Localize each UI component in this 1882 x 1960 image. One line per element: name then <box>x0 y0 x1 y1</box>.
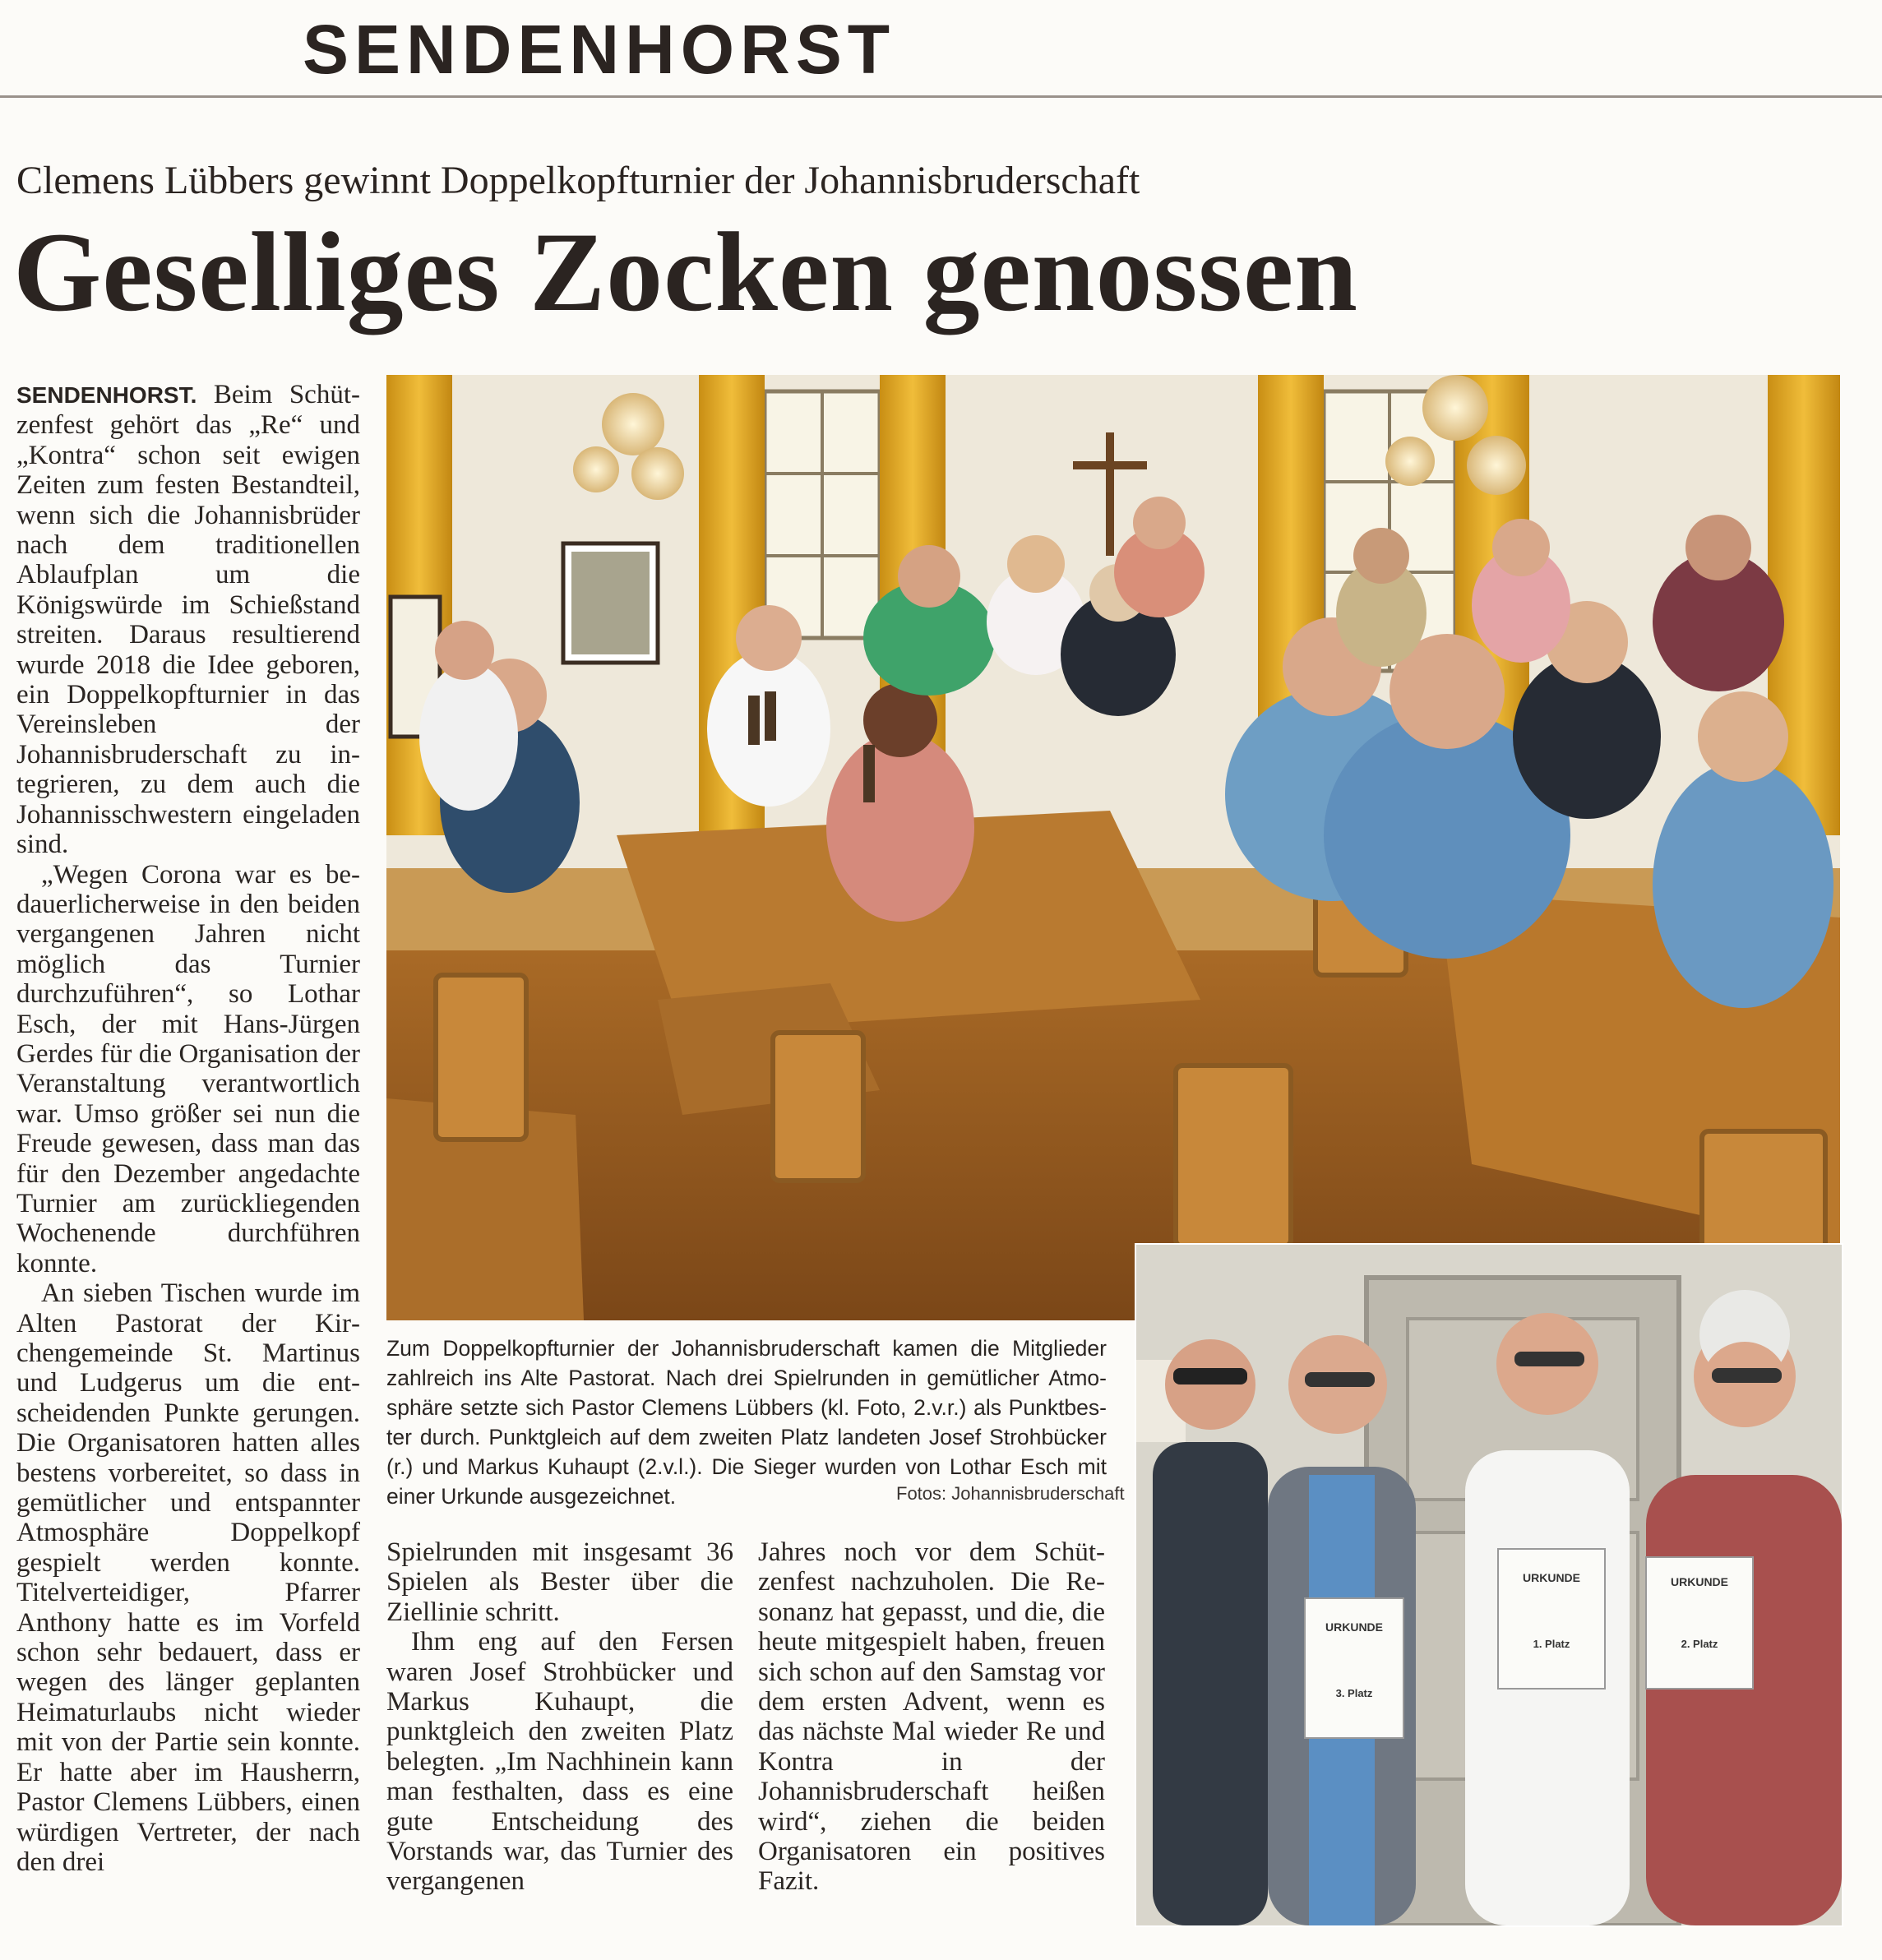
section-title: SENDENHORST <box>303 11 896 88</box>
article-column-3 <box>758 1537 1105 1897</box>
main-photo <box>386 375 1840 1320</box>
certificate-place: 2. Platz <box>1681 1638 1718 1650</box>
certificate-first <box>1498 1549 1605 1689</box>
certificate-title: URKUNDE <box>1671 1575 1728 1588</box>
certificate-title: URKUNDE <box>1523 1571 1580 1584</box>
paragraph: „Wegen Corona war es bedauerlicherweise in den beiden vergangenen Jahren nicht möglich das Turnier durchzuführen“, so Lothar Esch, der mit Hans-Jürgen Gerdes für die Organisation der Veranstaltung verantwortlich war. Umso größer sei nun die Freude gewesen, dass man das für den Dezember angedachte Turnier am zurückliegenden Wochenende durchführen konnte. <box>16 859 360 1278</box>
paragraph: Spielrunden mit insgesamt 36 Spielen als Bester über die Ziellinie schritt. <box>386 1537 733 1627</box>
paragraph: An sieben Tischen wurde im Alten Pastorat der Kirchengemeinde St. Martinus und Ludgerus um die entscheidenden Punkte gerungen. Die Organisatoren hatten alles bestens vorbereitet, so dass in gemütlicher und entspannter Atmosphäre Doppelkopf gespielt werden konnte. Titelverteidiger, Pfarrer Anthony hatte es im Vorfeld schon sehr bedauert, dass er wegen des länger geplanten Heimaturlaubs nicht wieder mit von der Partie sein konnte. Er hatte aber im Hausherrn, Pastor Clemens Lübbers, einen würdigen Vertreter, der nach den drei <box>16 1278 360 1877</box>
certificate-place: 1. Platz <box>1533 1638 1570 1650</box>
certificate-third <box>1305 1598 1403 1738</box>
card-game-scene-image <box>386 375 1840 1320</box>
section-rule <box>0 95 1882 98</box>
winners-image <box>1136 1245 1842 1925</box>
article-column-1 <box>16 380 360 1877</box>
certificate-title: URKUNDE <box>1325 1620 1383 1634</box>
certificate-second <box>1646 1557 1753 1689</box>
paragraph <box>16 380 360 860</box>
paragraph: Ihm eng auf den Fersen waren Josef Strohbücker und Markus Kuhaupt, die punktgleich den zweiten Platz belegten. „Im Nachhinein kann man festhalten, dass es eine gute Entscheidung des Vorstands war, das Turnier des vergangenen <box>386 1627 733 1897</box>
certificate-place: 3. Platz <box>1335 1687 1373 1699</box>
paragraph-text: Beim Schützenfest gehört das „Re“ und „Kontra“ schon seit ewigen Zeiten zum festen Bestandteil, wenn sich die Johannisbrüder nach dem traditionellen Ablaufplan um die Königswürde im Schießstand streiten. Daraus resultierend wurde 2018 die Idee geboren, ein Doppelkopfturnier in das Vereinsleben der Johannisbruderschaft zu integrieren, zu dem auch die Johannisschwestern eingeladen sind. <box>16 380 360 860</box>
kicker: Clemens Lübbers gewinnt Doppelkopfturnier der Johannisbruderschaft <box>16 159 1140 202</box>
photo-credit: Fotos: Johannisbruderschaft <box>896 1483 1125 1504</box>
dateline: SENDENHORST. <box>16 382 197 408</box>
photo-caption: Zum Doppelkopfturnier der Johannisbruderschaft kamen die Mitglieder zahlreich ins Alte Pastorat. Nach drei Spielrunden in gemütlicher Atmosphäre setzte sich Pastor Clemens Lübbers (kl. Foto, 2.v.r.) als Punktbester durch. Punktgleich auf dem zweiten Platz landeten Josef Strohbücker (r.) und Markus Kuhaupt (2.v.l.). Die Sieger wurden von Lothar Esch mit einer Urkunde ausgezeichnet. <box>386 1336 1107 1509</box>
paragraph: Jahres noch vor dem Schützenfest nachzuholen. Die Resonanz hat gepasst, und die, die heute mitgespielt haben, freuen sich schon auf den Samstag vor dem ersten Advent, wenn es das nächste Mal wieder Re und Kontra in der Johannisbruderschaft heißen wird“, ziehen die beiden Organisatoren ein positives Fazit. <box>758 1537 1105 1897</box>
winners-photo <box>1135 1243 1843 1927</box>
article-column-2 <box>386 1537 733 1897</box>
headline: Geselliges Zocken genossen <box>13 209 1358 335</box>
